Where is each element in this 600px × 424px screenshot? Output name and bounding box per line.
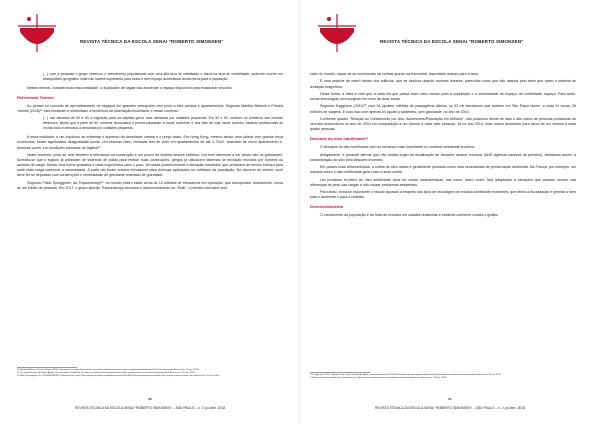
footnote-rule <box>310 372 370 373</box>
paragraph: Em países mais desenvolvidos, a coleta de óleo usado é geralmente pensada como uma necessidade de preservação ambiental. Na França, por exemplo, um imposto sobre o óleo lubrificante gera custo a suas coleta. <box>310 165 576 175</box>
footnote: 14 Descarte do óleo lubrificante. Disponível em: https://www.revistaeducacao.com.br/descarte-de-oleo-lubrificante. Acesso em: 13 nov. 2018. <box>310 376 447 379</box>
magazine-logo <box>316 12 358 54</box>
footnote: 11 G1, apartamentos (Estadual Alerta) em hong kong. Disponível em: https://g1.globo.com/mundo/noticia/estados-apartamentos-caixas-em-hong-kong.ghtml. Acesso em: 18 nov. 2018. <box>17 371 196 374</box>
paragraph: Ao pensar no conceito de aproveitamento de espaços em grandes metrópoles vêm junto a eles prédios e apartamentos. Segundo Martilia Winkels e Priscila Yazbek (2018)¹⁰ eles iniciavam e simbolizam a tendência da ostentação imobiliária, e nesse contexto: <box>17 103 283 114</box>
left-body <box>17 72 283 193</box>
paragraph: A essa realidade, a um equívoco ao enfrentar o aumento da densidade urbana e o preço baixo. Em Hong Kong, mesmo sendo uma cidade com grande força econômica, existe significativa desigualdade social. Um sintoma claro, chinesas tem de viver em apartamentos de até 3,72m2, chamado de micro apartamento e, diversas vezes, em condições precárias de higiene¹¹. <box>17 135 283 150</box>
block-quote <box>43 72 283 82</box>
paragraph: O crescimento da população e da frota de veículos em cidades brasileiras é evidente conforme mostra o gráfico <box>320 213 499 218</box>
page-number: 67 <box>448 397 452 401</box>
paragraph: Segundo Fábio Sperggiorin, da Thyssenkrupp¹², no mundo inteiro estão cerca de 12 milhões de elevadores em operação, que transportam, diariamente, cerca de um bilhão de pessoas. Em 2017, o grupo alemão Thyssenkrupp anunciou o desenvolvimento do "Multi", o primeiro elevador sem <box>17 180 283 190</box>
running-header: REVISTA TÉCNICA DA ESCOLA SENAI "ROBERTO SIMONSEN" <box>380 39 524 44</box>
block-quote <box>43 116 283 131</box>
footnote: 12 Fábio Sperggiorin, da THYSSENKRUPP. Disponível em: https://epocanegocios.globo.com/Empresa/noticia/2018/01/thyssenkrupp-lanca-elevador-que-se-move-para-os-lados.html. Acesso em: 15 nov. 2018. <box>17 374 220 377</box>
paragraph: Desta forma, a ideia é criar que a cada dia que passa esse ramo cresce junto à população e a necessidade de espaço, de mobilidade, espaço. Para tanto, novas tecnologias vêm surgindo em meio às duas áreas. <box>310 91 576 101</box>
footnote: 10 Martilia Winkels, Priscila Yazbek (2018). Disponível em: https://exame.abril.com.br/seu-dinheiro/quanto-custam-os-apartamentos-de-ate-20-m2-em-sao-paulo. Acesso em: 13 nov. 2018. <box>17 369 199 371</box>
footnote-rule <box>17 367 77 368</box>
magazine-logo <box>16 12 58 54</box>
section-heading: Referencial Teórico <box>17 94 54 100</box>
running-footer: REVISTA TÉCNICA DA ESCOLA SENAI "ROBERTO SIMONSEN" – SÃO PAULO – n. 2, jul./dez. 2018 <box>374 406 526 410</box>
right-page <box>300 0 600 424</box>
paragraph: Neste contexto, pode-se citar também a relevância na construção e um pouco da história desses edifícios. Um bom elemento a ser citado são os guindastes. Acredita-se que o egípcio já utilizaram de sistemas de polias para efetuar suas construções, gregos já utilizavam sistemas de elevação movidos por homens ou animais de carga. Sendo uma forma grosseira e nada ergonômica para o povo, foi criada posteriormente a elevação mecânica, que precisava de menos esforço para subir mais carga conforme a necessidade. A partir daí foram criados elevadores para diversas aplicações no cotidiano da população. No decorrer do século, você deve ter se deparado com construções e necessidade de guindaste chamado de guindaste. <box>17 152 283 178</box>
footnotes <box>17 367 283 378</box>
footnotes <box>310 372 576 380</box>
paragraph: Antigamente, é possível afirmar que não existia órgão de fiscalização de descarte desses resíduos (ANP-Agência nacional de petróleo), facilitando assim, a contaminação do solo pelo descarte incorreto. <box>310 152 576 162</box>
section-heading: Descarte do óleo lubrificante¹⁴ <box>310 136 369 142</box>
running-header: REVISTA TÉCNICA DA ESCOLA SENAI "ROBERTO SIMONSEN" <box>80 39 224 44</box>
paragraph: É uma espécie de metrô dentro dos edifícios, que se desloca usando motores lineares, parecidos como que são usados pelo trens que usam o sistema de levitação magnética. <box>310 79 576 89</box>
quote-text: (...) nas décadas de 50 e 60 a migração para as capitais gerou uma demanda por unidades pequenas. Em 90 e 90, surtiram os primeiros aos imóveis diminutos, sendo que a partir de 90, homens divorciados e jovens passaram a morar sozinhos, e nos dias de hoje morar sozinho, estando profissionais do mundo todo e elevando a demanda por unidades pequenas. <box>43 116 283 131</box>
paragraph: Conforme quadro "Relação do Crescimento por Ano: Automóveis/População em Milhões", não podemos deixar de lado o alto índice de pessoas portadoras de veículos automotivos no ano de 2004 em comparação a um veículo a cada sete pessoas. Já no ano 2014, esse marco aumentou para cerca de um veículo a cada quatro pessoas. <box>310 116 576 132</box>
quote-text: (...) com a pesquisa o grupo observou o crescimento populacional com uma alta taxa de natalidade e baixa na taxa de mortalidade, podendo ocorrer um desequilíbrio geográfico onde não haverá suprimento para todos e nem espaço acarretando ainda riscos para a população. <box>43 72 283 81</box>
running-footer: REVISTA TÉCNICA DA ESCOLA SENAI "ROBERTO SIMONSEN" – SÃO PAULO – n. 2, jul./dez. 2018 <box>74 406 226 410</box>
right-body <box>310 72 576 221</box>
paragraph: cabo do mundo, capaz de se movimentar na vertical quanto na horizontal, importante avanço para a área. <box>310 72 479 76</box>
paragraph: Um processo re-refino do óleo lubrificante deve ter certas características, tais como: baixo custo, fácil adaptação a variações que possam ocorrer nas diferenças de peso das cargas e não causar problemas ambientais. <box>310 177 576 187</box>
paragraph: Para tanto, torna-se importante o estudo apurado a respeito dos tipos de reciclagem de resíduo lubrificante existentes, que tenha a fiscalização e permita o bem para o ambiente e para o cidadão. <box>310 190 576 200</box>
paragraph: Nestes termos, considerando essa realidade, o duplicador de vagas visa aumentar o espaço disponível para estacionar veículos. <box>27 85 233 90</box>
section-heading: Desenvolvimento <box>310 204 344 210</box>
footnote: 13 Saggiomo (2011). Disponível em: https://redeglobo.globo.com/sp/eptv/noticia/2011/05/04-milhoes-de-passageiros-diarios-33-mil-elevadores-existem-em-sao-paulo.html. Acesso em: 23 nov. 2018. <box>310 374 502 376</box>
paragraph: O descarte do óleo lubrificante vem se tornando mais importante no contexto ambiental moderno. <box>320 145 476 150</box>
paragraph: Segundo Saggiomo (2011)¹³, com 04 (quatro) milhões de passageiros diários, os 33 mil elevadores que existem em São Paulo fazem, a cada 24 horas, 26 milhões de viagens. E tudo isso com apenas 04 (quatro) acidentes, sem gravidade, no ano de 2010. <box>310 104 576 114</box>
page-number: 66 <box>148 397 152 401</box>
